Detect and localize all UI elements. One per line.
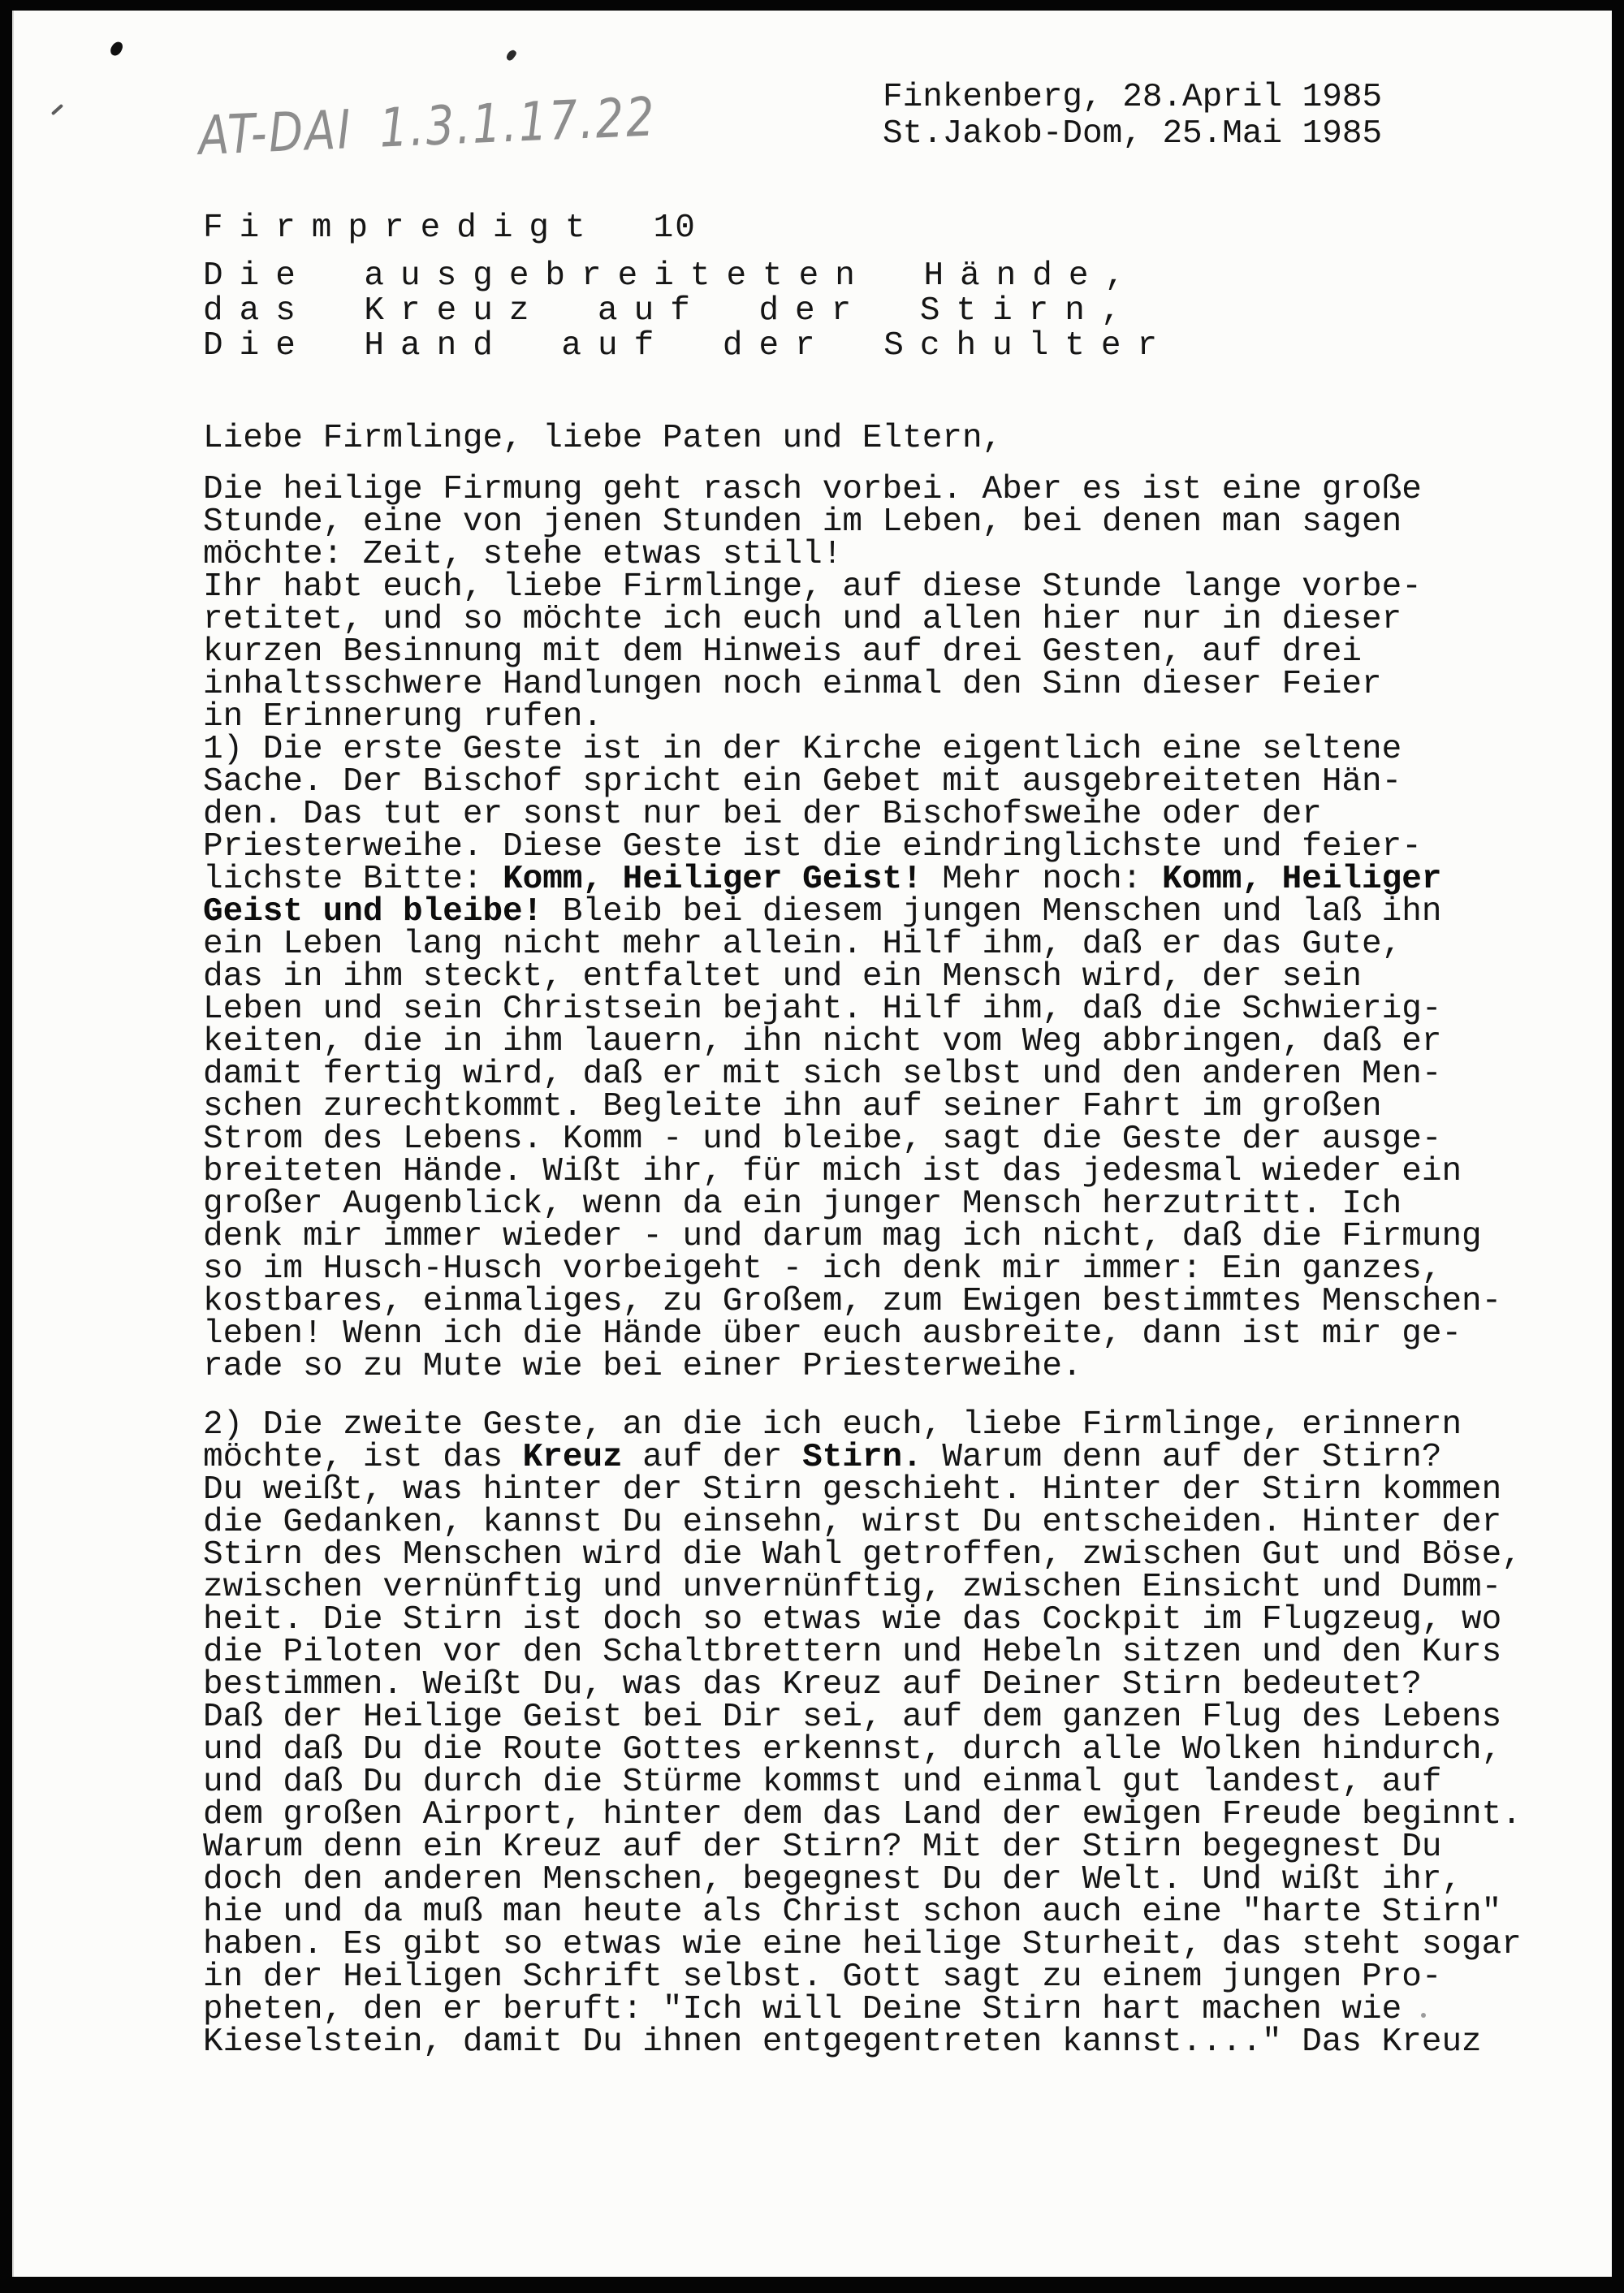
- typed-text-line: möchte: Zeit, stehe etwas still!: [203, 536, 843, 573]
- typed-text-line: breiteten Hände. Wißt ihr, für mich ist das jedesmal wieder ein: [203, 1153, 1462, 1190]
- typed-text-line: Warum denn ein Kreuz auf der Stirn? Mit der Stirn begegnest Du: [203, 1829, 1442, 1866]
- title-number: 10: [653, 209, 697, 247]
- typed-text-line: Die heilige Firmung geht rasch vorbei. Aber es ist eine große: [203, 471, 1422, 508]
- typed-text-line: retitet, und so möchte ich euch und allen hier nur in dieser: [203, 601, 1402, 638]
- subtitle-line: Die Hand auf der Schulter: [203, 327, 1174, 365]
- paragraph-2: [203, 1406, 1522, 2061]
- document-subtitle: [203, 259, 1173, 364]
- typed-text-line: in Erinnerung rufen.: [203, 698, 603, 736]
- typed-text-line: haben. Es gibt so etwas wie eine heilige Sturheit, das steht sogar: [203, 1926, 1522, 1963]
- typed-text-line: Daß der Heilige Geist bei Dir sei, auf dem ganzen Flug des Lebens: [203, 1699, 1502, 1736]
- typed-text-line: die Piloten vor den Schaltbrettern und Hebeln sitzen und den Kurs: [203, 1634, 1502, 1671]
- header-date-line-2: St.Jakob-Dom, 25.Mai 1985: [883, 115, 1383, 153]
- typed-text-line: und daß Du durch die Stürme kommst und einmal gut landest, auf: [203, 1764, 1442, 1801]
- typed-text-line: das in ihm steckt, entfaltet und ein Mensch wird, der sein: [203, 958, 1363, 995]
- typed-text-line: kostbares, einmaliges, zu Großem, zum Ewigen bestimmtes Menschen-: [203, 1283, 1502, 1320]
- typed-text-line: die Gedanken, kannst Du einsehn, wirst Du entscheiden. Hinter der: [203, 1504, 1502, 1541]
- typed-text-line: keiten, die in ihm lauern, ihn nicht vom Weg abbringen, daß er: [203, 1023, 1442, 1060]
- typed-text-line: damit fertig wird, daß er mit sich selbst und den anderen Men-: [203, 1056, 1442, 1093]
- typed-text-line: hie und da muß man heute als Christ schon auch eine "harte Stirn": [203, 1894, 1502, 1931]
- typed-text-line: Sache. Der Bischof spricht ein Gebet mit ausgebreiteten Hän-: [203, 763, 1402, 801]
- typed-text-line: ein Leben lang nicht mehr allein. Hilf ihm, daß er das Gute,: [203, 926, 1402, 963]
- typed-text-line: Stirn des Menschen wird die Wahl getroffen, zwischen Gut und Böse,: [203, 1536, 1522, 1574]
- typed-text-line: Du weißt, was hinter der Stirn geschieht. Hinter der Stirn kommen: [203, 1471, 1502, 1509]
- typed-text-line: heit. Die Stirn ist doch so etwas wie das Cockpit im Flugzeug, wo: [203, 1601, 1502, 1639]
- header-date-line-1: Finkenberg, 28.April 1985: [883, 79, 1383, 116]
- paragraph-1: [203, 473, 1501, 1383]
- typed-text-line: schen zurechtkommt. Begleite ihn auf seiner Fahrt im großen: [203, 1088, 1382, 1125]
- document-title: [203, 209, 697, 247]
- typed-text-line: Ihr habt euch, liebe Firmlinge, auf diese Stunde lange vorbe-: [203, 568, 1422, 606]
- typed-text-line: dem großen Airport, hinter dem das Land der ewigen Freude beginnt.: [203, 1796, 1522, 1833]
- typed-text-line: pheten, den er beruft: "Ich will Deine Stirn hart machen wie: [203, 1991, 1402, 2028]
- typed-text-line: bestimmen. Weißt Du, was das Kreuz auf Deiner Stirn bedeutet?: [203, 1666, 1422, 1704]
- pencil-tick-mark: [51, 104, 63, 115]
- ink-speck: [505, 49, 518, 63]
- handwritten-archive-reference: AT-DAI 1.3.1.17.22: [197, 85, 658, 167]
- typed-text-line: großer Augenblick, wenn da ein junger Mensch herzutritt. Ich: [203, 1185, 1402, 1223]
- typed-text-line: 2) Die zweite Geste, an die ich euch, liebe Firmlinge, erinnern: [203, 1406, 1462, 1444]
- typed-text-line: rade so zu Mute wie bei einer Priesterweihe.: [203, 1348, 1082, 1385]
- typed-text-line: lichste Bitte: Komm, Heiliger Geist! Mehr noch: Komm, Heiliger: [203, 861, 1442, 898]
- typed-text-line: leben! Wenn ich die Hände über euch ausbreite, dann ist mir ge-: [203, 1315, 1462, 1353]
- subtitle-line: Die ausgebreiteten Hände,: [203, 257, 1142, 295]
- salutation-line: Liebe Firmlinge, liebe Paten und Eltern,: [203, 420, 1003, 457]
- typed-text-line: in der Heiligen Schrift selbst. Gott sagt zu einem jungen Pro-: [203, 1958, 1442, 1996]
- typed-text-line: kurzen Besinnung mit dem Hinweis auf drei Gesten, auf drei: [203, 633, 1363, 671]
- document-page: [12, 11, 1612, 2277]
- typed-text-line: 1) Die erste Geste ist in der Kirche eigentlich eine seltene: [203, 731, 1402, 768]
- subtitle-line: das Kreuz auf der Stirn,: [203, 292, 1138, 330]
- title-word: Firmpredigt: [203, 209, 602, 247]
- typed-text-line: Geist und bleibe! Bleib bei diesem jungen Menschen und laß ihn: [203, 893, 1442, 931]
- typed-text-line: und daß Du die Route Gottes erkennst, durch alle Wolken hindurch,: [203, 1731, 1502, 1768]
- typed-text-line: inhaltsschwere Handlungen noch einmal den Sinn dieser Feier: [203, 666, 1382, 703]
- typed-text-line: doch den anderen Menschen, begegnest Du der Welt. Und wißt ihr,: [203, 1861, 1462, 1898]
- typed-text-line: denk mir immer wieder - und darum mag ich nicht, daß die Firmung: [203, 1218, 1482, 1255]
- typed-text-line: Leben und sein Christsein bejaht. Hilf ihm, daß die Schwierig-: [203, 991, 1442, 1028]
- typed-text-line: Strom des Lebens. Komm - und bleibe, sagt die Geste der ausge-: [203, 1121, 1442, 1158]
- header-dates: [883, 80, 1382, 153]
- typed-text-line: den. Das tut er sonst nur bei der Bischofsweihe oder der: [203, 796, 1322, 833]
- typed-text-line: Stunde, eine von jenen Stunden im Leben, bei denen man sagen: [203, 503, 1402, 541]
- typed-text-line: so im Husch-Husch vorbeigeht - ich denk mir immer: Ein ganzes,: [203, 1250, 1442, 1288]
- typed-text-line: Priesterweihe. Diese Geste ist die eindringlichste und feier-: [203, 828, 1422, 866]
- typed-text-line: Kieselstein, damit Du ihnen entgegentreten kannst...." Das Kreuz: [203, 2023, 1482, 2061]
- ink-speck: [109, 40, 124, 58]
- typed-text-line: zwischen vernünftig und unvernünftig, zwischen Einsicht und Dumm-: [203, 1569, 1502, 1606]
- typed-text-line: möchte, ist das Kreuz auf der Stirn. Warum denn auf der Stirn?: [203, 1439, 1442, 1476]
